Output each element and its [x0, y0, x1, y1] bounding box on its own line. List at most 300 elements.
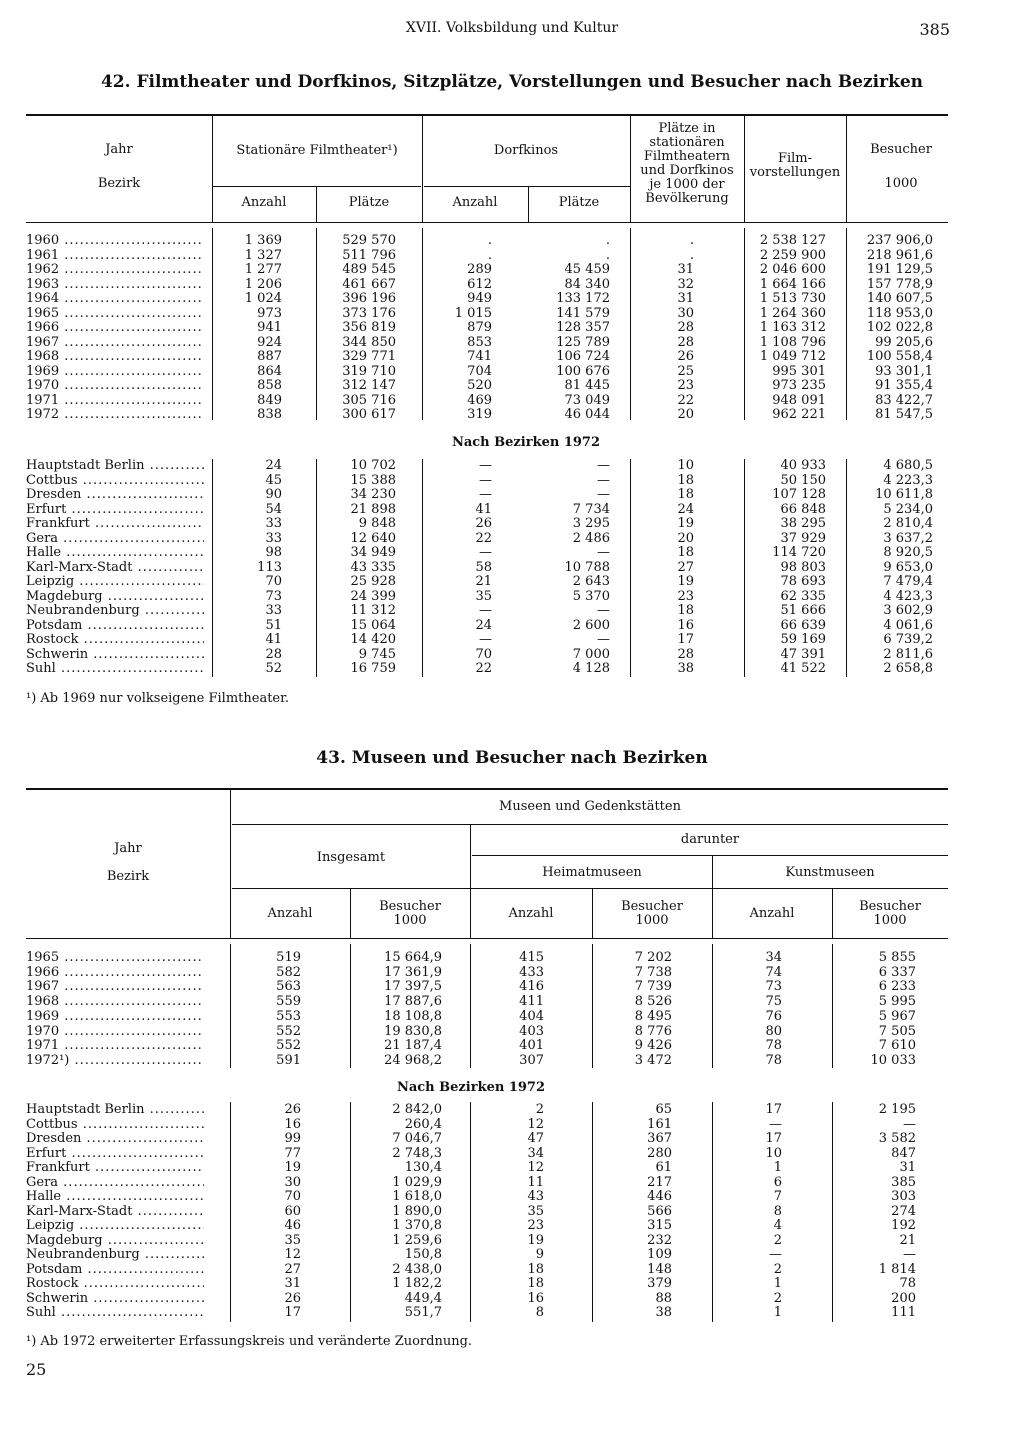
cell-value: 61 — [655, 1160, 672, 1175]
cell-value: . — [689, 247, 694, 263]
cell-value: 111 — [891, 1305, 916, 1320]
table-42-top-rule — [26, 114, 948, 116]
cell-value: 18 108,8 — [384, 1008, 442, 1024]
cell-value: 858 — [257, 378, 282, 393]
cell-value: 21 187,4 — [384, 1038, 442, 1054]
table-row — [0, 1103, 1024, 1117]
cell-value: 1 — [773, 1160, 782, 1175]
cell-value: 3 295 — [572, 516, 610, 531]
cell-value: . — [689, 233, 694, 248]
table-row — [0, 546, 1024, 560]
cell-value: 7 000 — [572, 646, 610, 662]
signature-number: 25 — [26, 1360, 47, 1379]
row-label: 1972 ..... — [26, 408, 204, 422]
cell-value: 1 163 312 — [759, 320, 826, 335]
table-row — [0, 604, 1024, 618]
header-bezirk: Bezirk — [97, 176, 141, 191]
table-row — [0, 1161, 1024, 1175]
table-42-header-rule — [26, 222, 948, 223]
cell-value: 312 147 — [342, 378, 396, 393]
row-label: Frankfurt ..... — [26, 517, 204, 531]
cell-value: 2 842,0 — [392, 1102, 442, 1117]
cell-value: 50 150 — [780, 472, 826, 488]
cell-value: 280 — [647, 1145, 672, 1161]
cell-value: 1 327 — [244, 247, 282, 263]
cell-value: 924 — [257, 334, 282, 350]
row-label: 1971 ..... — [26, 1039, 204, 1053]
cell-value: 18 — [677, 545, 694, 560]
cell-value: 14 420 — [350, 632, 396, 647]
table-row — [0, 263, 1024, 277]
cell-value: 849 — [257, 392, 282, 408]
table-row — [0, 1147, 1024, 1161]
cell-value: 520 — [467, 378, 492, 393]
cell-value: 2 259 900 — [759, 247, 826, 263]
cell-value: 433 — [519, 964, 544, 980]
cell-value: 23 — [527, 1218, 544, 1233]
cell-value: — — [597, 632, 610, 647]
cell-value: . — [605, 233, 610, 248]
cell-value: 33 — [265, 530, 282, 546]
cell-value: 289 — [467, 262, 492, 277]
cell-value: 232 — [647, 1232, 672, 1248]
cell-value: 887 — [257, 349, 282, 364]
cell-value: 9 848 — [358, 516, 396, 531]
cell-value: 7 734 — [572, 501, 610, 517]
cell-value: 34 949 — [350, 545, 396, 560]
cell-value: 12 — [284, 1247, 301, 1262]
table-row — [0, 995, 1024, 1009]
row-label: Neubrandenburg ..... — [26, 1248, 204, 1262]
cell-value: 118 953,0 — [866, 305, 933, 321]
header-line: je 1000 der — [649, 177, 725, 192]
cell-value: 21 — [899, 1232, 916, 1248]
cell-value: 373 176 — [342, 305, 396, 321]
header-besucher-unit: 1000 — [884, 176, 918, 191]
row-label: Hauptstadt Berlin ..... — [26, 1103, 204, 1117]
table-43-darunter-rule — [472, 855, 948, 856]
table-row — [0, 365, 1024, 379]
cell-value: 303 — [891, 1189, 916, 1204]
header-line: 1000 — [873, 913, 907, 928]
header-line: Besucher — [621, 899, 683, 914]
table-row — [0, 1277, 1024, 1291]
cell-value: 8 776 — [634, 1023, 672, 1039]
cell-value: — — [769, 1116, 782, 1132]
cell-value: 566 — [647, 1203, 672, 1219]
cell-value: 17 — [284, 1305, 301, 1320]
row-label: Suhl ..... — [26, 662, 204, 676]
cell-value: 6 739,2 — [883, 632, 933, 647]
cell-value: 7 046,7 — [392, 1131, 442, 1146]
cell-value: — — [479, 472, 492, 488]
cell-value: 10 702 — [350, 458, 396, 473]
cell-value: 1 049 712 — [759, 349, 826, 364]
header-anzahl: Anzahl — [749, 906, 795, 921]
header-stationaere-filmtheater: Stationäre Filmtheater¹) — [236, 143, 398, 158]
row-label: Dresden ..... — [26, 488, 204, 502]
cell-value: 46 — [284, 1218, 301, 1233]
cell-value: 45 — [265, 472, 282, 488]
cell-value: 2 — [773, 1261, 782, 1277]
row-label: 1968 ..... — [26, 995, 204, 1009]
cell-value: 2 195 — [878, 1102, 916, 1117]
row-label: Rostock ..... — [26, 1277, 204, 1291]
table-row — [0, 648, 1024, 662]
cell-value: 73 — [765, 979, 782, 995]
row-label: Potsdam ..... — [26, 619, 204, 633]
cell-value: 529 570 — [342, 233, 396, 248]
row-label: 1970 ..... — [26, 1025, 204, 1039]
cell-value: 77 — [284, 1145, 301, 1161]
cell-value: 19 830,8 — [384, 1023, 442, 1039]
cell-value: 34 — [765, 950, 782, 965]
table-43-top-rule — [26, 788, 948, 790]
header-kunstmuseen: Kunstmuseen — [785, 865, 875, 880]
cell-value: 27 — [677, 559, 694, 575]
cell-value: 879 — [467, 320, 492, 335]
cell-value: 237 906,0 — [866, 233, 933, 248]
row-label: Magdeburg ..... — [26, 1234, 204, 1248]
cell-value: 8 920,5 — [883, 545, 933, 560]
table-42-title: 42. Filmtheater und Dorfkinos, Sitzplätze, Vorstellungen und Besucher nach Bezirken — [100, 72, 924, 92]
cell-value: 102 022,8 — [866, 320, 933, 335]
cell-value: 10 — [677, 458, 694, 473]
cell-value: 51 666 — [780, 603, 826, 618]
cell-value: 17 397,5 — [384, 979, 442, 995]
cell-value: 7 202 — [634, 950, 672, 965]
cell-value: 22 — [475, 530, 492, 546]
cell-value: 157 778,9 — [866, 276, 933, 292]
cell-value: 853 — [467, 334, 492, 350]
header-bezirk: Bezirk — [106, 869, 150, 884]
cell-value: 8 — [773, 1203, 782, 1219]
cell-value: 107 128 — [772, 487, 826, 502]
cell-value: 329 771 — [342, 349, 396, 364]
cell-value: — — [597, 603, 610, 618]
cell-value: 18 — [677, 487, 694, 502]
cell-value: 32 — [677, 276, 694, 292]
cell-value: 260,4 — [404, 1116, 442, 1132]
cell-value: 551,7 — [404, 1305, 442, 1320]
header-anzahl: Anzahl — [241, 195, 287, 210]
cell-value: 200 — [891, 1290, 916, 1306]
cell-value: 973 235 — [772, 378, 826, 393]
cell-value: 416 — [519, 979, 544, 995]
header-besucher — [832, 900, 948, 928]
cell-value: 19 — [677, 516, 694, 531]
cell-value: 24 — [475, 617, 492, 633]
cell-value: 5 370 — [572, 588, 610, 604]
cell-value: 973 — [257, 305, 282, 321]
cell-value: 6 233 — [878, 979, 916, 995]
cell-value: 864 — [257, 363, 282, 379]
table-row — [0, 292, 1024, 306]
cell-value: — — [479, 603, 492, 618]
cell-value: 20 — [677, 530, 694, 546]
cell-value: 344 850 — [342, 334, 396, 350]
cell-value: 7 610 — [878, 1038, 916, 1054]
row-label: Frankfurt ..... — [26, 1161, 204, 1175]
cell-value: 30 — [284, 1174, 301, 1190]
cell-value: 24 399 — [350, 588, 396, 604]
table-row — [0, 1054, 1024, 1068]
row-label: Neubrandenburg ..... — [26, 604, 204, 618]
cell-value: 28 — [677, 646, 694, 662]
cell-value: 300 617 — [342, 407, 396, 422]
cell-value: 2 748,3 — [392, 1145, 442, 1161]
cell-value: 1 029,9 — [392, 1174, 442, 1190]
cell-value: 130,4 — [404, 1160, 442, 1175]
cell-value: 16 759 — [350, 661, 396, 676]
row-label: Erfurt ..... — [26, 503, 204, 517]
header-anzahl: Anzahl — [508, 906, 554, 921]
cell-value: 12 — [527, 1116, 544, 1132]
cell-value: 148 — [647, 1261, 672, 1277]
cell-value: 307 — [519, 1052, 544, 1068]
cell-value: 1 206 — [244, 276, 282, 292]
cell-value: 2 438,0 — [392, 1261, 442, 1277]
cell-value: 948 091 — [772, 392, 826, 408]
cell-value: 5 995 — [878, 994, 916, 1010]
cell-value: 35 — [284, 1232, 301, 1248]
cell-value: . — [487, 247, 492, 263]
cell-value: 41 — [265, 632, 282, 647]
cell-value: 2 811,6 — [883, 646, 933, 662]
table-row — [0, 249, 1024, 263]
cell-value: 1 513 730 — [759, 291, 826, 306]
table-row — [0, 488, 1024, 502]
cell-value: 18 — [527, 1261, 544, 1277]
cell-value: 31 — [284, 1276, 301, 1291]
cell-value: 40 933 — [780, 458, 826, 473]
row-label: 1967 ..... — [26, 980, 204, 994]
cell-value: 18 — [677, 603, 694, 618]
cell-value: 106 724 — [556, 349, 610, 364]
header-plaetze: Plätze — [348, 195, 390, 210]
cell-value: 3 472 — [634, 1052, 672, 1068]
cell-value: — — [903, 1247, 916, 1262]
cell-value: — — [597, 487, 610, 502]
table-row — [0, 350, 1024, 364]
cell-value: 81 445 — [564, 378, 610, 393]
cell-value: 45 459 — [564, 262, 610, 277]
cell-value: 43 335 — [350, 559, 396, 575]
section-nach-bezirken-1972: Nach Bezirken 1972 — [451, 435, 601, 450]
cell-value: 319 710 — [342, 363, 396, 379]
cell-value: 33 — [265, 516, 282, 531]
cell-value: 411 — [519, 994, 544, 1010]
table-row — [0, 966, 1024, 980]
cell-value: 8 526 — [634, 994, 672, 1010]
cell-value: 161 — [647, 1116, 672, 1132]
cell-value: 1 664 166 — [759, 276, 826, 292]
header-heimatmuseen: Heimatmuseen — [542, 865, 642, 880]
cell-value: 4 061,6 — [883, 617, 933, 633]
header-darunter: darunter — [680, 832, 740, 847]
table-row — [0, 1010, 1024, 1024]
cell-value: 76 — [765, 1008, 782, 1024]
cell-value: 591 — [276, 1052, 301, 1068]
table-row — [0, 307, 1024, 321]
header-line: Besucher — [859, 899, 921, 914]
cell-value: 367 — [647, 1131, 672, 1146]
table-row — [0, 532, 1024, 546]
cell-value: 38 — [655, 1305, 672, 1320]
cell-value: 12 — [527, 1160, 544, 1175]
cell-value: 1 370,8 — [392, 1218, 442, 1233]
header-line: und Dorfkinos — [640, 163, 734, 178]
cell-value: — — [479, 632, 492, 647]
table-row — [0, 1234, 1024, 1248]
cell-value: 100 558,4 — [866, 349, 933, 364]
cell-value: 73 — [265, 588, 282, 604]
cell-value: 403 — [519, 1023, 544, 1039]
cell-value: 519 — [276, 950, 301, 965]
header-besucher — [592, 900, 712, 928]
cell-value: 78 693 — [780, 574, 826, 589]
cell-value: 18 — [677, 472, 694, 488]
cell-value: — — [597, 545, 610, 560]
row-label: 1967 ..... — [26, 336, 204, 350]
cell-value: 4 — [773, 1218, 782, 1233]
cell-value: 60 — [284, 1203, 301, 1219]
row-label: 1960 ..... — [26, 234, 204, 248]
cell-value: 446 — [647, 1189, 672, 1204]
cell-value: 941 — [257, 320, 282, 335]
cell-value: 141 579 — [556, 305, 610, 321]
header-line: 1000 — [393, 913, 427, 928]
cell-value: 305 716 — [342, 392, 396, 408]
cell-value: 28 — [265, 646, 282, 662]
row-label: Erfurt ..... — [26, 1147, 204, 1161]
cell-value: 35 — [475, 588, 492, 604]
cell-value: 11 — [527, 1174, 544, 1190]
cell-value: 16 — [677, 617, 694, 633]
cell-value: 1 264 360 — [759, 305, 826, 321]
cell-value: 415 — [519, 950, 544, 965]
cell-value: 78 — [899, 1276, 916, 1291]
table-row — [0, 278, 1024, 292]
table-row — [0, 517, 1024, 531]
cell-value: 17 361,9 — [384, 964, 442, 980]
cell-value: 100 676 — [556, 363, 610, 379]
header-filmvorstellungen — [744, 152, 846, 180]
cell-value: 54 — [265, 501, 282, 517]
row-label: Hauptstadt Berlin ..... — [26, 459, 204, 473]
cell-value: — — [479, 545, 492, 560]
cell-value: 26 — [284, 1102, 301, 1117]
table-row — [0, 980, 1024, 994]
cell-value: 17 887,6 — [384, 994, 442, 1010]
table-row — [0, 379, 1024, 393]
cell-value: 4 423,3 — [883, 588, 933, 604]
cell-value: 16 — [527, 1290, 544, 1306]
header-anzahl: Anzahl — [452, 195, 498, 210]
header-line: Plätze in — [658, 121, 716, 136]
cell-value: 43 — [527, 1189, 544, 1204]
cell-value: 24 — [265, 458, 282, 473]
cell-value: 27 — [284, 1261, 301, 1277]
cell-value: 114 720 — [772, 545, 826, 560]
cell-value: 21 898 — [350, 501, 396, 517]
cell-value: 31 — [677, 291, 694, 306]
cell-value: 19 — [527, 1232, 544, 1248]
cell-value: 140 607,5 — [866, 291, 933, 306]
cell-value: 8 — [535, 1305, 544, 1320]
cell-value: 10 033 — [870, 1052, 916, 1068]
row-label: Halle ..... — [26, 546, 204, 560]
cell-value: 5 967 — [878, 1008, 916, 1024]
cell-value: 41 522 — [780, 661, 826, 676]
cell-value: 16 — [284, 1116, 301, 1132]
cell-value: 356 819 — [342, 320, 396, 335]
cell-value: 2 538 127 — [759, 233, 826, 248]
cell-value: 17 — [765, 1131, 782, 1146]
header-besucher: Besucher — [870, 142, 932, 157]
cell-value: 192 — [891, 1218, 916, 1233]
row-label: Rostock ..... — [26, 633, 204, 647]
row-label: Halle ..... — [26, 1190, 204, 1204]
cell-value: 10 — [765, 1145, 782, 1161]
cell-value: 218 961,6 — [866, 247, 933, 263]
table-row — [0, 575, 1024, 589]
table-row — [0, 662, 1024, 676]
cell-value: 150,8 — [404, 1247, 442, 1262]
cell-value: 461 667 — [342, 276, 396, 292]
cell-value: 15 064 — [350, 617, 396, 633]
cell-value: 5 855 — [878, 950, 916, 965]
cell-value: 28 — [677, 334, 694, 350]
cell-value: 41 — [475, 501, 492, 517]
row-label: 1966 ..... — [26, 321, 204, 335]
cell-value: 217 — [647, 1174, 672, 1190]
table-43-title: 43. Museen und Besucher nach Bezirken — [316, 748, 708, 768]
cell-value: 2 643 — [572, 574, 610, 589]
cell-value: 128 357 — [556, 320, 610, 335]
table-row — [0, 321, 1024, 335]
cell-value: 70 — [475, 646, 492, 662]
cell-value: 21 — [475, 574, 492, 589]
row-label: Suhl ..... — [26, 1306, 204, 1320]
cell-value: 559 — [276, 994, 301, 1010]
cell-value: 7 505 — [878, 1023, 916, 1039]
cell-value: 1 — [773, 1305, 782, 1320]
cell-value: 17 — [765, 1102, 782, 1117]
row-label: 1969 ..... — [26, 1010, 204, 1024]
table-row — [0, 633, 1024, 647]
row-label: 1965 ..... — [26, 951, 204, 965]
cell-value: 552 — [276, 1038, 301, 1054]
cell-value: 113 — [257, 559, 282, 575]
cell-value: 20 — [677, 407, 694, 422]
cell-value: 19 — [284, 1160, 301, 1175]
row-label: 1962 ..... — [26, 263, 204, 277]
cell-value: 582 — [276, 964, 301, 980]
cell-value: 6 337 — [878, 964, 916, 980]
row-label: 1970 ..... — [26, 379, 204, 393]
cell-value: 396 196 — [342, 291, 396, 306]
table-row — [0, 1306, 1024, 1320]
cell-value: 1 369 — [244, 233, 282, 248]
cell-value: 90 — [265, 487, 282, 502]
cell-value: 1 890,0 — [392, 1203, 442, 1219]
cell-value: 553 — [276, 1008, 301, 1024]
header-plaetze: Plätze — [558, 195, 600, 210]
cell-value: 109 — [647, 1247, 672, 1262]
cell-value: — — [597, 458, 610, 473]
cell-value: 4 223,3 — [883, 472, 933, 488]
